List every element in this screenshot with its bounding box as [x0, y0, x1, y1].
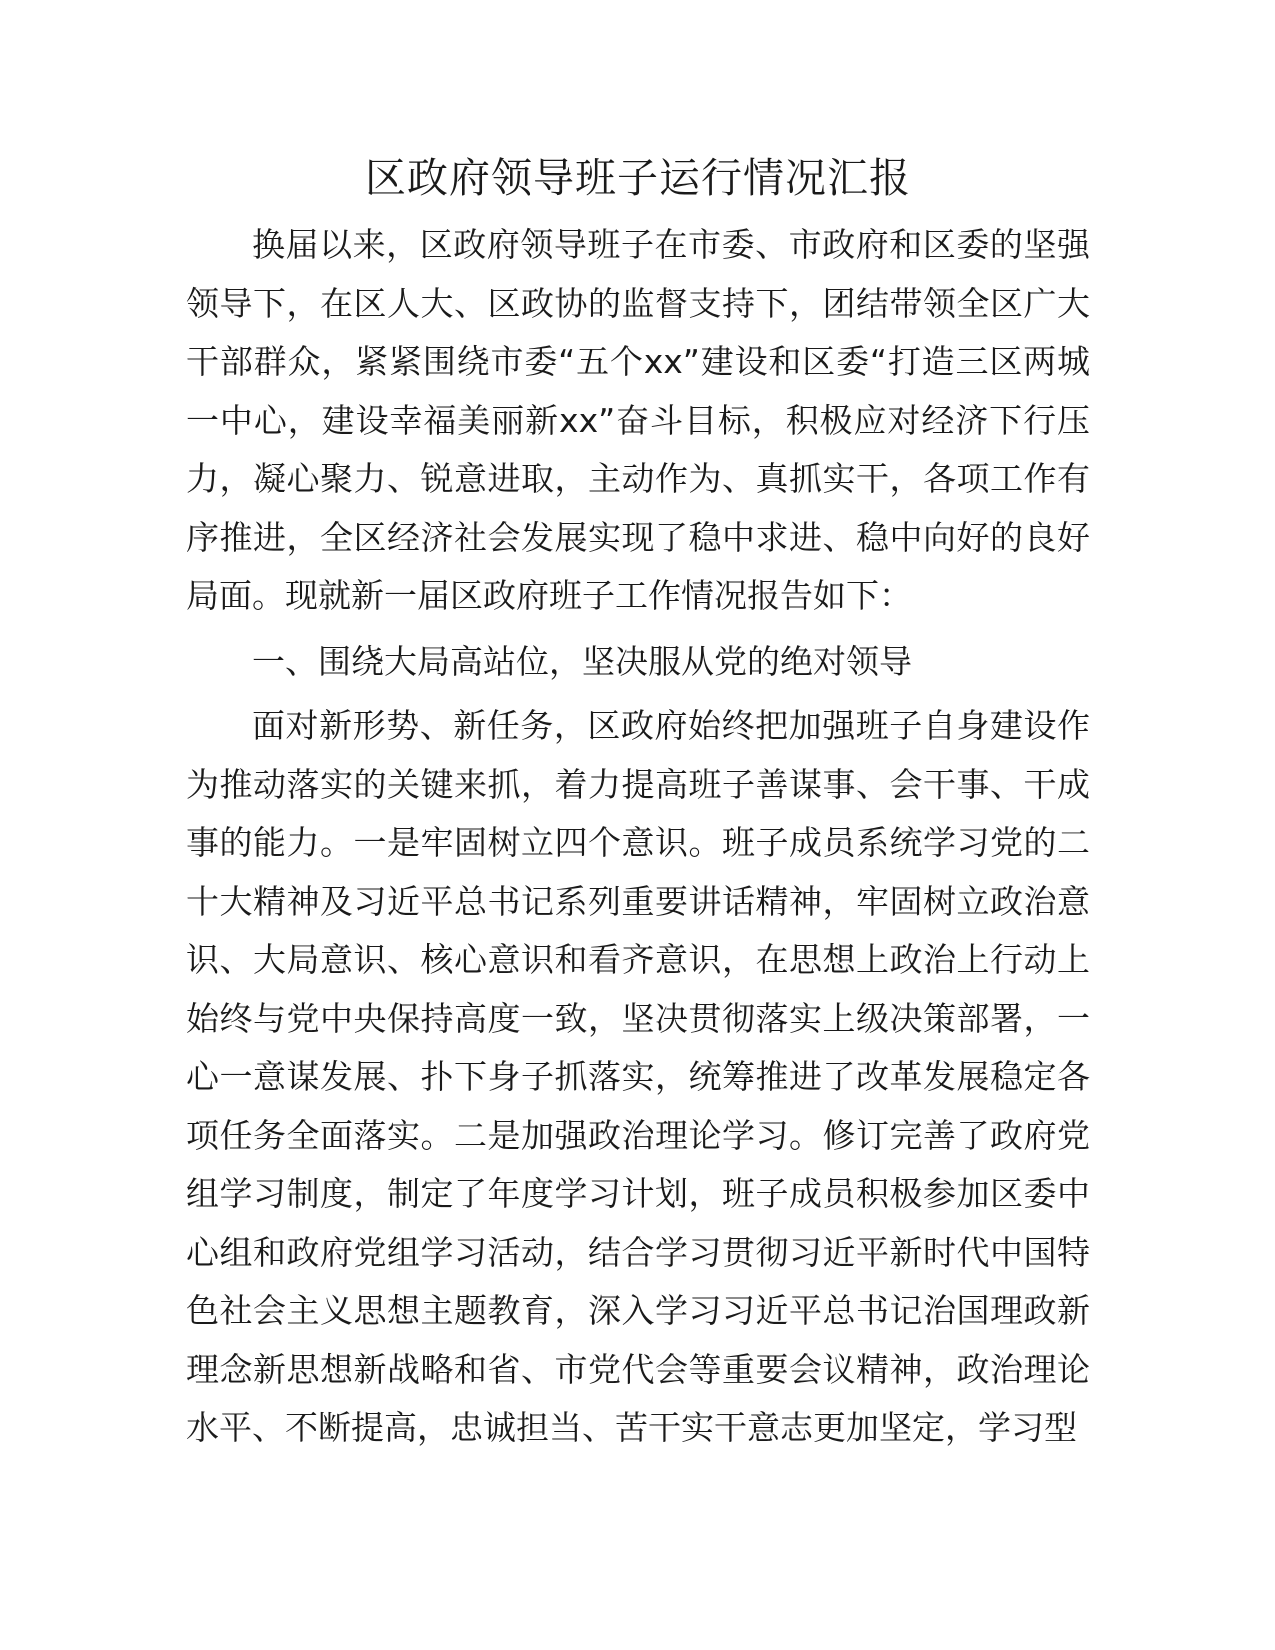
intro-paragraph: 换届以来，区政府领导班子在市委、市政府和区委的坚强领导下，在区人大、区政协的监督支持下，团结带领全区广大干部群众，紧紧围绕市委“五个xx”建设和区委“打造三区两城一中心，建设幸福美丽新xx”奋斗目标，积极应对经济下行压力，凝心聚力、锐意进取，主动作为、真抓实干，各项工作有序推进，全区经济社会发展实现了稳中求进、稳中向好的良好局面。现就新一届区政府班子工作情况报告如下： — [186, 225, 1090, 615]
document-title: 区政府领导班子运行情况汇报 — [365, 154, 911, 202]
section-heading: 一、围绕大局高站位，坚决服从党的绝对领导 — [252, 641, 912, 681]
body-paragraph: 面对新形势、新任务，区政府始终把加强班子自身建设作为推动落实的关键来抓，着力提高班子善谋事、会干事、干成事的能力。一是牢固树立四个意识。班子成员系统学习党的二十大精神及习近平总书记系列重要讲话精神，牢固树立政治意识、大局意识、核心意识和看齐意识，在思想上政治上行动上始终与党中央保持高度一致，坚决贯彻落实上级决策部署，一心一意谋发展、扑下身子抓落实，统筹推进了改革发展稳定各项任务全面落实。二是加强政治理论学习。修订完善了政府党组学习制度，制定了年度学习计划，班子成员积极参加区委中心组和政府党组学习活动，结合学习贯彻习近平新时代中国特色社会主义思想主题教育，深入学习习近平总书记治国理政新理念新思想新战略和省、市党代会等重要会议精神，政治理论水平、不断提高，忠诚担当、苦干实干意志更加坚定，学习型 — [186, 706, 1090, 1447]
document-page — [186, 140, 1090, 1458]
